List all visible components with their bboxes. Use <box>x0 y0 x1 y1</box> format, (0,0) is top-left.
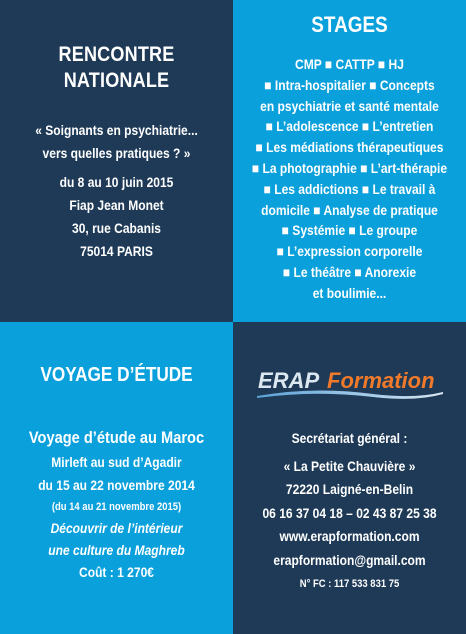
rencontre-dates: du 8 au 10 juin 2015 <box>59 174 174 190</box>
stages-line: en psychiatrie et santé mentale <box>260 97 439 114</box>
voyage-cost: Coût : 1 270€ <box>79 564 154 580</box>
voyage-trip: Voyage d’étude au Maroc <box>28 428 205 447</box>
contact-details <box>233 427 466 596</box>
stages-line: ■ L’adolescence ■ L’entretien <box>265 118 434 135</box>
voyage-dates: du 15 au 22 novembre 2014 <box>38 477 195 493</box>
contact-email[interactable]: erapformation@gmail.com <box>273 551 426 568</box>
stages-line: ■ Les médiations thérapeutiques <box>255 139 444 156</box>
contact-panel <box>233 322 466 634</box>
voyage-title: VOYAGE D’ÉTUDE <box>40 364 193 386</box>
voyage-discover-line2: une culture du Maghreb <box>48 542 185 558</box>
logo-formation-text: Formation <box>327 368 435 393</box>
rencontre-title-line1: RENCONTRE <box>58 43 175 66</box>
stages-panel <box>233 0 466 322</box>
stages-line: et boulimie... <box>312 284 387 301</box>
contact-website[interactable]: www.erapformation.com <box>279 528 420 545</box>
stages-line: ■ Systémie ■ Le groupe <box>281 222 418 239</box>
stages-line: ■ Intra-hospitalier ■ Concepts <box>264 76 435 93</box>
rencontre-theme-line1: « Soignants en psychiatrie... <box>35 122 198 138</box>
stages-line: ■ Le théâtre ■ Anorexie <box>282 263 417 280</box>
stages-line: CMP ■ CATTP ■ HJ <box>295 56 404 72</box>
contact-city: 72220 Laigné-en-Belin <box>285 481 414 498</box>
rencontre-city: 75014 PARIS <box>80 243 153 259</box>
voyage-panel <box>0 322 233 634</box>
contact-fc-number: N° FC : 117 533 831 75 <box>299 577 400 590</box>
logo-erap-text: ERAP <box>258 368 320 393</box>
rencontre-venue: Fiap Jean Monet <box>69 197 164 213</box>
voyage-details <box>0 425 233 584</box>
rencontre-title <box>16 42 216 94</box>
rencontre-details <box>0 119 233 263</box>
rencontre-panel <box>0 0 233 322</box>
stages-line: ■ La photographie ■ L’art-thérapie <box>251 159 448 176</box>
contact-phones: 06 16 37 04 18 – 02 43 87 25 38 <box>262 504 437 521</box>
erap-formation-logo <box>255 366 445 402</box>
stages-line: ■ Les addictions ■ Le travail à <box>263 180 436 197</box>
rencontre-theme-line2: vers quelles pratiques ? » <box>42 145 191 161</box>
stages-line: domicile ■ Analyse de pratique <box>261 201 438 218</box>
voyage-discover-line1: Découvrir de l’intérieur <box>50 520 183 536</box>
voyage-location: Mirleft au sud d’Agadir <box>51 454 182 470</box>
stages-list <box>233 54 466 304</box>
voyage-dates-2015: (du 14 au 21 novembre 2015) <box>51 501 182 513</box>
stages-line: ■ L’expression corporelle <box>276 243 423 260</box>
rencontre-title-line2: NATIONALE <box>63 69 170 92</box>
contact-secretariat: Secrétariat général : <box>291 430 408 446</box>
stages-title: STAGES <box>311 12 388 37</box>
rencontre-street: 30, rue Cabanis <box>71 220 162 236</box>
contact-place: « La Petite Chauvière » <box>283 457 416 474</box>
